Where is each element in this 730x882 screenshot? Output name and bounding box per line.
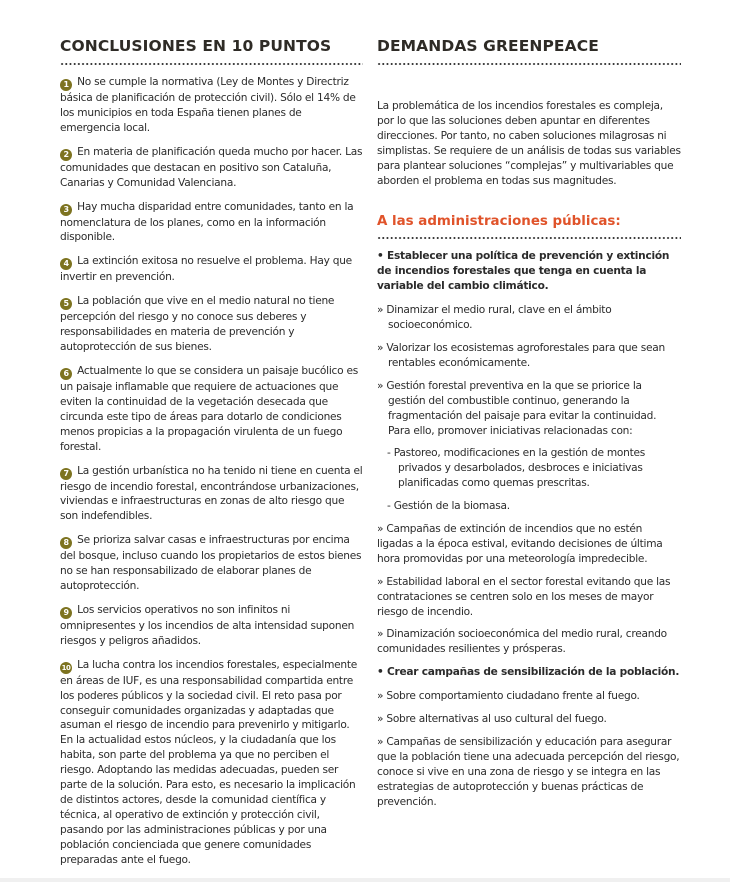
demand-item: » Valorizar los ecosistemas agroforestales para que sean rentables económicamente. [377, 341, 665, 369]
number-badge: 3 [60, 204, 72, 216]
conclusion-point: 5 La población que vive en el medio natural no tiene percepción del riesgo y no conoce sus deberes y responsabilidades en materia de prevención y autoprotección de sus bienes. [60, 295, 335, 354]
demand-heading: • Crear campañas de sensibilización de la población. [377, 666, 680, 679]
demand-item: » Sobre comportamiento ciudadano frente al fuego. [377, 690, 640, 703]
conclusion-point: 6 Actualmente lo que se considera un paisaje bucólico es un paisaje inflamable que requiere de actuaciones que eviten la continuidad de la vegetación desecada que circunda este tipo de áreas para dotarlo de condiciones menos propicias a la propagación virulenta de un fuego forestal. [60, 364, 358, 453]
demands-column [377, 36, 681, 818]
demand-subitem: - Gestión de la biomasa. [387, 500, 510, 513]
number-badge: 5 [60, 298, 72, 310]
number-badge: 1 [60, 79, 72, 91]
demand-item: » Sobre alternativas al uso cultural del fuego. [377, 713, 607, 726]
conclusions-column [60, 36, 363, 877]
conclusions-title: CONCLUSIONES EN 10 PUNTOS [60, 37, 332, 55]
demand-item: » Dinamizar el medio rural, clave en el ámbito socioeconómico. [377, 304, 612, 332]
number-badge: 10 [61, 663, 71, 672]
number-badge: 2 [60, 149, 72, 161]
conclusion-point: 7 La gestión urbanística no ha tenido ni tiene en cuenta el riesgo de incendio forestal, encontrándose urbanizaciones, viviendas e infraestructuras en zonas de alto riesgo que son indefendibles. [60, 464, 363, 523]
demand-item: » Campañas de extinción de incendios que no estén ligadas a la época estival, evitando decisiones de última hora promovidas por una meteorología impredecible. [377, 523, 663, 565]
demand-heading: • Establecer una política de prevención y extinción de incendios forestales que tenga en cuenta la variable del cambio climático. [377, 250, 670, 293]
demands-list [377, 249, 681, 809]
conclusions-list [60, 75, 363, 868]
conclusion-point: 8 Se prioriza salvar casas e infraestructuras por encima del bosque, incluso cuando los propietarios de estos bienes no se han responsabilizado de elaborar planes de autoprotección. [60, 534, 362, 593]
number-badge: 6 [60, 368, 72, 380]
administrations-subtitle: A las administraciones públicas: [377, 214, 621, 230]
demands-title: DEMANDAS GREENPEACE [377, 37, 599, 55]
conclusion-point: 2 En materia de planificación queda mucho por hacer. Las comunidades que destacan en positivo son Cataluña, Canarias y Comunidad Valenciana. [60, 145, 363, 189]
number-badge: 9 [60, 607, 72, 619]
conclusion-point: 1 No se cumple la normativa (Ley de Montes y Directriz básica de planificación de protección civil). Sólo el 14% de los municipios en toda España tienen planes de emergencia local. [60, 76, 356, 134]
conclusion-point: 10 La lucha contra los incendios forestales, especialmente en áreas de IUF, es una responsabilidad compartida entre los poderes públicos y la sociedad civil. El reto pasa por conseguir comunidades organizadas y adaptadas que asuman el riesgo de incendio para prevenirlo y mitigarlo. En la actualidad estos núcleos, y la ciudadanía que los habita, son parte del problema ya que no perciben el riesgo. Adoptando las medidas adecuadas, pueden ser parte de la solución. Para esto, es necesario la implicación de distintos actores, desde la comunidad científica y técnica, al operativo de extinción y protección civil, pasando por las administraciones públicas y por una población concienciada que genere comunidades preparadas ante el fuego. [60, 658, 358, 866]
demand-item: » Campañas de sensibilización y educación para asegurar que la población tiene una adecuada percepción del riesgo, conoce si vive en una zona de riesgo y se integra en las estrategias de autoprotección y buenas prácticas de prevención. [377, 736, 680, 808]
dotted-divider [60, 63, 363, 65]
number-badge: 8 [60, 537, 72, 549]
demands-intro: La problemática de los incendios forestales es compleja, por lo que las soluciones deben apuntar en diferentes direcciones. Por tanto, no caben soluciones milagrosas ni simplistas. Se requiere de un análisis de todas sus variables para plantear soluciones “complejas” y multivariables que aborden el problema en todas sus magnitudes. [377, 100, 681, 187]
dotted-divider [377, 63, 681, 65]
conclusion-point: 3 Hay mucha disparidad entre comunidades, tanto en la nomenclatura de los planes, como en la información disponible. [60, 200, 354, 244]
number-badge: 7 [60, 468, 72, 480]
demand-item: » Gestión forestal preventiva en la que se priorice la gestión del combustible continuo, generando la fragmentación del paisaje para evitar la continuidad. Para ello, promover iniciativas relacionadas con: [377, 379, 657, 437]
dotted-divider [377, 237, 681, 239]
number-badge: 4 [60, 258, 72, 270]
conclusion-point: 9 Los servicios operativos no son infinitos ni omnipresentes y los incendios de alta intensidad suponen riesgos y peligros añadidos. [60, 603, 355, 647]
demand-subitem: - Pastoreo, modificaciones en la gestión de montes privados y desarbolados, desbroces e iniciativas planificadas como quemas prescritas. [387, 447, 646, 490]
demand-item: » Dinamización socioeconómica del medio rural, creando comunidades resilientes y prósperas. [377, 628, 667, 656]
demand-item: » Estabilidad laboral en el sector forestal evitando que las contrataciones se centren solo en los meses de mayor riesgo de incendio. [377, 575, 671, 618]
conclusion-point: 4 La extinción exitosa no resuelve el problema. Hay que invertir en prevención. [60, 255, 352, 284]
page-bottom-edge [0, 878, 730, 882]
